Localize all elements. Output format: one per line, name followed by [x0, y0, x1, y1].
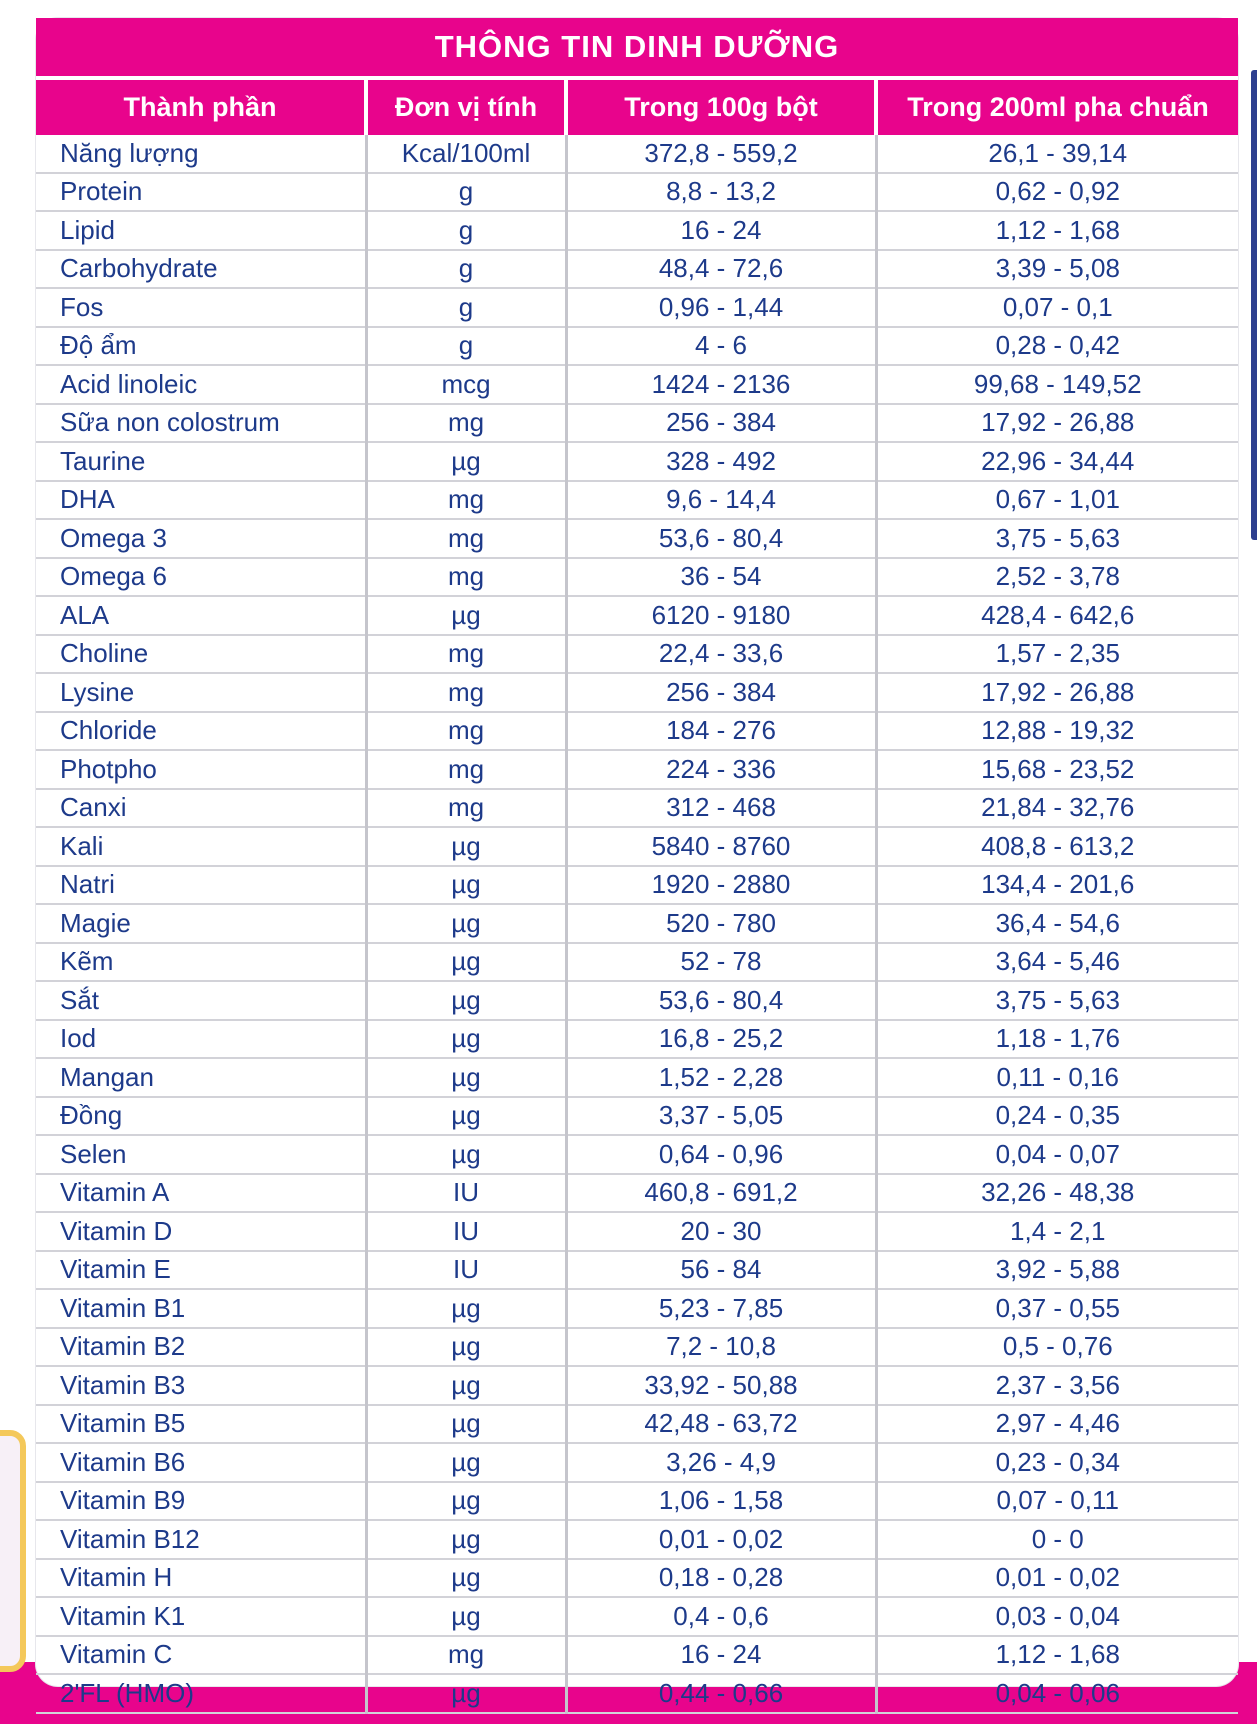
unit-cell: g [366, 250, 566, 289]
unit-cell: mg [366, 789, 566, 828]
ingredient-cell: Photpho [36, 750, 366, 789]
table-row [36, 365, 1238, 404]
unit-cell: µg [366, 1520, 566, 1559]
table-row [36, 1097, 1238, 1136]
ingredient-cell: Sắt [36, 981, 366, 1020]
nutrition-card [36, 18, 1238, 1708]
per-100g-cell: 22,4 - 33,6 [566, 635, 876, 674]
table-row [36, 442, 1238, 481]
per-100g-cell: 36 - 54 [566, 558, 876, 597]
ingredient-cell: Vitamin B2 [36, 1328, 366, 1367]
per-100g-cell: 3,26 - 4,9 [566, 1443, 876, 1482]
per-100g-cell: 0,4 - 0,6 [566, 1597, 876, 1636]
per-100g-cell: 0,44 - 0,66 [566, 1674, 876, 1713]
ingredient-cell: Omega 3 [36, 519, 366, 558]
per-100g-cell: 5840 - 8760 [566, 827, 876, 866]
per-100g-cell: 9,6 - 14,4 [566, 481, 876, 520]
per-100g-cell: 0,64 - 0,96 [566, 1135, 876, 1174]
unit-cell: µg [366, 904, 566, 943]
per-200ml-cell: 32,26 - 48,38 [876, 1174, 1238, 1213]
unit-cell: g [366, 173, 566, 212]
ingredient-cell: Lysine [36, 673, 366, 712]
table-row [36, 135, 1238, 173]
table-row [36, 481, 1238, 520]
ingredient-cell: Vitamin B6 [36, 1443, 366, 1482]
ingredient-cell: Acid linoleic [36, 365, 366, 404]
table-row [36, 1597, 1238, 1636]
per-100g-cell: 42,48 - 63,72 [566, 1405, 876, 1444]
ingredient-cell: Vitamin A [36, 1174, 366, 1213]
per-100g-cell: 1,52 - 2,28 [566, 1058, 876, 1097]
unit-cell: mg [366, 1636, 566, 1675]
table-row [36, 750, 1238, 789]
table-row [36, 1020, 1238, 1059]
per-100g-cell: 33,92 - 50,88 [566, 1366, 876, 1405]
unit-cell: µg [366, 1559, 566, 1598]
ingredient-cell: Canxi [36, 789, 366, 828]
ingredient-cell: Selen [36, 1135, 366, 1174]
per-200ml-cell: 0,23 - 0,34 [876, 1443, 1238, 1482]
unit-cell: µg [366, 1097, 566, 1136]
per-200ml-cell: 3,64 - 5,46 [876, 943, 1238, 982]
per-100g-cell: 7,2 - 10,8 [566, 1328, 876, 1367]
per-200ml-cell: 0,04 - 0,07 [876, 1135, 1238, 1174]
unit-cell: mg [366, 750, 566, 789]
per-100g-cell: 312 - 468 [566, 789, 876, 828]
table-row [36, 866, 1238, 905]
per-100g-cell: 0,18 - 0,28 [566, 1559, 876, 1598]
unit-cell: µg [366, 827, 566, 866]
unit-cell: µg [366, 1135, 566, 1174]
unit-cell: IU [366, 1212, 566, 1251]
ingredient-cell: Vitamin B9 [36, 1482, 366, 1521]
table-row [36, 596, 1238, 635]
ingredient-cell: Protein [36, 173, 366, 212]
per-200ml-cell: 0,67 - 1,01 [876, 481, 1238, 520]
table-row [36, 288, 1238, 327]
per-200ml-cell: 3,39 - 5,08 [876, 250, 1238, 289]
table-row [36, 904, 1238, 943]
per-200ml-cell: 0,62 - 0,92 [876, 173, 1238, 212]
per-100g-cell: 0,96 - 1,44 [566, 288, 876, 327]
unit-cell: mg [366, 635, 566, 674]
table-row [36, 211, 1238, 250]
per-200ml-cell: 0,03 - 0,04 [876, 1597, 1238, 1636]
ingredient-cell: Kẽm [36, 943, 366, 982]
unit-cell: g [366, 288, 566, 327]
per-200ml-cell: 3,75 - 5,63 [876, 519, 1238, 558]
table-row [36, 673, 1238, 712]
per-200ml-cell: 1,12 - 1,68 [876, 211, 1238, 250]
ingredient-cell: Choline [36, 635, 366, 674]
table-row [36, 712, 1238, 751]
per-100g-cell: 56 - 84 [566, 1251, 876, 1290]
unit-cell: µg [366, 596, 566, 635]
per-200ml-cell: 1,12 - 1,68 [876, 1636, 1238, 1675]
ingredient-cell: Omega 6 [36, 558, 366, 597]
table-row [36, 981, 1238, 1020]
ingredient-cell: Độ ẩm [36, 327, 366, 366]
background-right-accent [1251, 70, 1257, 540]
column-header-per-100g: Trong 100g bột [566, 78, 876, 135]
unit-cell: Kcal/100ml [366, 135, 566, 173]
per-100g-cell: 53,6 - 80,4 [566, 981, 876, 1020]
unit-cell: µg [366, 1482, 566, 1521]
unit-cell: µg [366, 1366, 566, 1405]
unit-cell: µg [366, 1289, 566, 1328]
ingredient-cell: Vitamin B3 [36, 1366, 366, 1405]
ingredient-cell: Sữa non colostrum [36, 404, 366, 443]
table-row [36, 1135, 1238, 1174]
per-200ml-cell: 428,4 - 642,6 [876, 596, 1238, 635]
unit-cell: mg [366, 519, 566, 558]
per-100g-cell: 48,4 - 72,6 [566, 250, 876, 289]
per-200ml-cell: 0,04 - 0,06 [876, 1674, 1238, 1713]
per-200ml-cell: 3,92 - 5,88 [876, 1251, 1238, 1290]
per-200ml-cell: 17,92 - 26,88 [876, 404, 1238, 443]
table-row [36, 327, 1238, 366]
ingredient-cell: Iod [36, 1020, 366, 1059]
per-200ml-cell: 0,5 - 0,76 [876, 1328, 1238, 1367]
table-row [36, 1482, 1238, 1521]
table-row [36, 1212, 1238, 1251]
table-body [36, 135, 1238, 1713]
ingredient-cell: 2'FL (HMO) [36, 1674, 366, 1713]
ingredient-cell: Carbohydrate [36, 250, 366, 289]
column-header-per-200ml: Trong 200ml pha chuẩn [876, 78, 1238, 135]
per-100g-cell: 52 - 78 [566, 943, 876, 982]
table-row [36, 1289, 1238, 1328]
ingredient-cell: Vitamin H [36, 1559, 366, 1598]
per-200ml-cell: 99,68 - 149,52 [876, 365, 1238, 404]
per-200ml-cell: 0,11 - 0,16 [876, 1058, 1238, 1097]
ingredient-cell: Natri [36, 866, 366, 905]
per-200ml-cell: 12,88 - 19,32 [876, 712, 1238, 751]
ingredient-cell: Năng lượng [36, 135, 366, 173]
table-row [36, 1251, 1238, 1290]
per-100g-cell: 224 - 336 [566, 750, 876, 789]
table-row [36, 173, 1238, 212]
unit-cell: mg [366, 404, 566, 443]
ingredient-cell: Mangan [36, 1058, 366, 1097]
per-200ml-cell: 2,37 - 3,56 [876, 1366, 1238, 1405]
per-200ml-cell: 408,8 - 613,2 [876, 827, 1238, 866]
per-200ml-cell: 134,4 - 201,6 [876, 866, 1238, 905]
ingredient-cell: Fos [36, 288, 366, 327]
ingredient-cell: ALA [36, 596, 366, 635]
unit-cell: µg [366, 1058, 566, 1097]
per-100g-cell: 460,8 - 691,2 [566, 1174, 876, 1213]
ingredient-cell: Kali [36, 827, 366, 866]
header-row [36, 78, 1238, 135]
unit-cell: mg [366, 673, 566, 712]
per-100g-cell: 1424 - 2136 [566, 365, 876, 404]
per-100g-cell: 372,8 - 559,2 [566, 135, 876, 173]
per-100g-cell: 1920 - 2880 [566, 866, 876, 905]
per-200ml-cell: 15,68 - 23,52 [876, 750, 1238, 789]
ingredient-cell: Magie [36, 904, 366, 943]
ingredient-cell: Lipid [36, 211, 366, 250]
per-200ml-cell: 0,37 - 0,55 [876, 1289, 1238, 1328]
table-row [36, 789, 1238, 828]
table-row [36, 1559, 1238, 1598]
per-100g-cell: 3,37 - 5,05 [566, 1097, 876, 1136]
per-100g-cell: 6120 - 9180 [566, 596, 876, 635]
table-row [36, 635, 1238, 674]
table-row [36, 1174, 1238, 1213]
unit-cell: g [366, 327, 566, 366]
ingredient-cell: Vitamin E [36, 1251, 366, 1290]
per-100g-cell: 16,8 - 25,2 [566, 1020, 876, 1059]
table-row [36, 1328, 1238, 1367]
unit-cell: µg [366, 1597, 566, 1636]
per-100g-cell: 256 - 384 [566, 404, 876, 443]
per-100g-cell: 520 - 780 [566, 904, 876, 943]
per-200ml-cell: 0,07 - 0,1 [876, 288, 1238, 327]
ingredient-cell: Chloride [36, 712, 366, 751]
per-100g-cell: 328 - 492 [566, 442, 876, 481]
unit-cell: µg [366, 442, 566, 481]
table-row [36, 250, 1238, 289]
per-200ml-cell: 21,84 - 32,76 [876, 789, 1238, 828]
table-row [36, 1520, 1238, 1559]
per-100g-cell: 8,8 - 13,2 [566, 173, 876, 212]
ingredient-cell: Vitamin D [36, 1212, 366, 1251]
unit-cell: mcg [366, 365, 566, 404]
per-100g-cell: 4 - 6 [566, 327, 876, 366]
table-row [36, 1443, 1238, 1482]
per-200ml-cell: 0,24 - 0,35 [876, 1097, 1238, 1136]
ingredient-cell: Vitamin B5 [36, 1405, 366, 1444]
unit-cell: mg [366, 558, 566, 597]
per-200ml-cell: 22,96 - 34,44 [876, 442, 1238, 481]
per-200ml-cell: 0,07 - 0,11 [876, 1482, 1238, 1521]
ingredient-cell: Vitamin B1 [36, 1289, 366, 1328]
unit-cell: g [366, 211, 566, 250]
per-200ml-cell: 0,28 - 0,42 [876, 327, 1238, 366]
ingredient-cell: Vitamin B12 [36, 1520, 366, 1559]
per-200ml-cell: 2,52 - 3,78 [876, 558, 1238, 597]
unit-cell: IU [366, 1251, 566, 1290]
column-header-unit: Đơn vị tính [366, 78, 566, 135]
ingredient-cell: Đồng [36, 1097, 366, 1136]
per-200ml-cell: 3,75 - 5,63 [876, 981, 1238, 1020]
unit-cell: µg [366, 866, 566, 905]
per-200ml-cell: 1,4 - 2,1 [876, 1212, 1238, 1251]
column-header-ingredient: Thành phần [36, 78, 366, 135]
ingredient-cell: DHA [36, 481, 366, 520]
unit-cell: µg [366, 1405, 566, 1444]
per-200ml-cell: 26,1 - 39,14 [876, 135, 1238, 173]
ingredient-cell: Taurine [36, 442, 366, 481]
unit-cell: µg [366, 1328, 566, 1367]
ingredient-cell: Vitamin K1 [36, 1597, 366, 1636]
per-200ml-cell: 17,92 - 26,88 [876, 673, 1238, 712]
per-200ml-cell: 2,97 - 4,46 [876, 1405, 1238, 1444]
per-100g-cell: 20 - 30 [566, 1212, 876, 1251]
per-100g-cell: 1,06 - 1,58 [566, 1482, 876, 1521]
per-100g-cell: 256 - 384 [566, 673, 876, 712]
per-200ml-cell: 0,01 - 0,02 [876, 1559, 1238, 1598]
unit-cell: µg [366, 1674, 566, 1713]
table-row [36, 404, 1238, 443]
table-title: THÔNG TIN DINH DƯỠNG [36, 18, 1238, 76]
table-row [36, 1674, 1238, 1713]
table-row [36, 1636, 1238, 1675]
table-row [36, 519, 1238, 558]
unit-cell: µg [366, 981, 566, 1020]
background-left-accent [0, 1430, 26, 1672]
per-100g-cell: 0,01 - 0,02 [566, 1520, 876, 1559]
per-100g-cell: 53,6 - 80,4 [566, 519, 876, 558]
per-100g-cell: 16 - 24 [566, 1636, 876, 1675]
table-row [36, 1366, 1238, 1405]
per-200ml-cell: 0 - 0 [876, 1520, 1238, 1559]
unit-cell: mg [366, 712, 566, 751]
nutrition-table [36, 76, 1238, 1714]
per-100g-cell: 184 - 276 [566, 712, 876, 751]
ingredient-cell: Vitamin C [36, 1636, 366, 1675]
unit-cell: µg [366, 943, 566, 982]
unit-cell: µg [366, 1443, 566, 1482]
unit-cell: IU [366, 1174, 566, 1213]
unit-cell: µg [366, 1020, 566, 1059]
table-row [36, 827, 1238, 866]
table-row [36, 1405, 1238, 1444]
per-100g-cell: 5,23 - 7,85 [566, 1289, 876, 1328]
table-row [36, 1058, 1238, 1097]
per-200ml-cell: 1,18 - 1,76 [876, 1020, 1238, 1059]
per-200ml-cell: 1,57 - 2,35 [876, 635, 1238, 674]
per-100g-cell: 16 - 24 [566, 211, 876, 250]
table-row [36, 558, 1238, 597]
per-200ml-cell: 36,4 - 54,6 [876, 904, 1238, 943]
table-row [36, 943, 1238, 982]
unit-cell: mg [366, 481, 566, 520]
